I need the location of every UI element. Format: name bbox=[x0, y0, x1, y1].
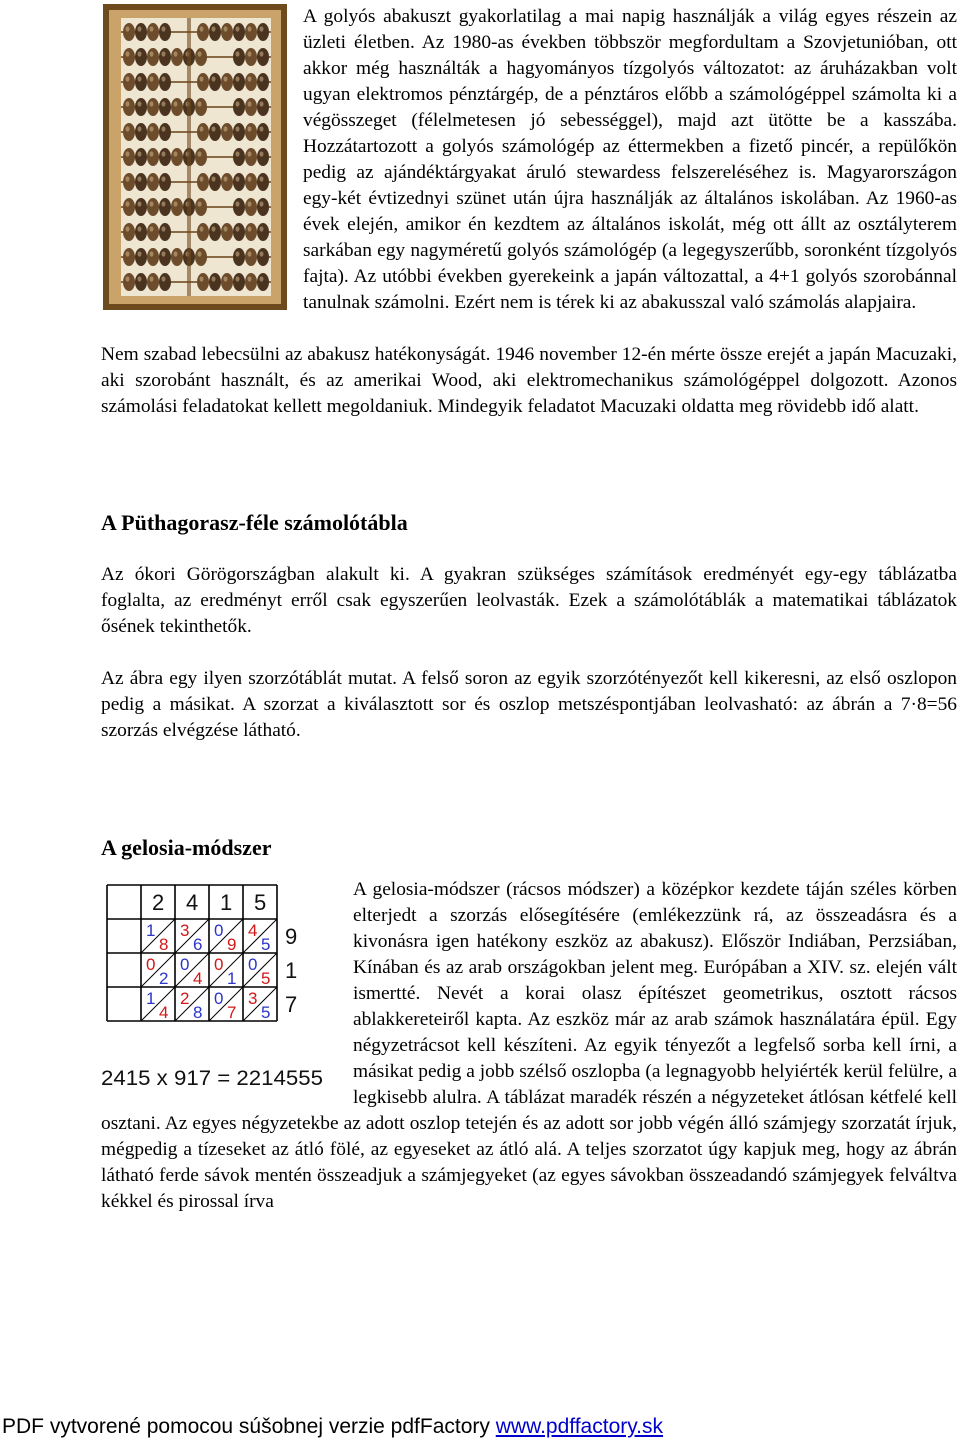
lattice-tens-digit: 4 bbox=[248, 921, 258, 940]
abacus-bead-highlight bbox=[236, 276, 240, 281]
abacus-bead-highlight bbox=[162, 251, 166, 256]
abacus-bead bbox=[195, 98, 207, 116]
abacus-bead-highlight bbox=[212, 276, 216, 281]
abacus-bead bbox=[257, 248, 269, 266]
abacus-bead bbox=[197, 123, 209, 141]
lattice-tens-digit: 0 bbox=[214, 989, 224, 1008]
abacus-bead-highlight bbox=[138, 201, 142, 206]
abacus-bead bbox=[159, 123, 171, 141]
lattice-ones-digit: 2 bbox=[159, 969, 169, 988]
pythagoras-figure-paragraph: Az ábra egy ilyen szorzótáblát mutat. A felső soron az egyik szorzótényezőt kell kikeresni, az első oszlopon pedig a másikat. A szorzat a kiválasztott sor és oszlop metszéspontjában leolvasható: az ábrán a 7·8=56 szorzás elvégzése látható. bbox=[101, 668, 957, 741]
abacus-bead-highlight bbox=[198, 101, 202, 106]
abacus-bead-highlight bbox=[248, 76, 252, 81]
abacus-bead bbox=[233, 173, 245, 191]
abacus-bead-highlight bbox=[198, 51, 202, 56]
abacus-bead-highlight bbox=[248, 226, 252, 231]
abacus-bead-highlight bbox=[126, 51, 130, 56]
abacus-bead-highlight bbox=[162, 201, 166, 206]
lattice-tens-digit: 0 bbox=[180, 955, 190, 974]
abacus-bead-highlight bbox=[212, 176, 216, 181]
abacus-bead-highlight bbox=[260, 226, 264, 231]
abacus-bead bbox=[195, 198, 207, 216]
abacus-bead-highlight bbox=[260, 126, 264, 131]
abacus-bead-highlight bbox=[224, 26, 228, 31]
abacus-bead-highlight bbox=[126, 151, 130, 156]
abacus-bead bbox=[245, 98, 257, 116]
lattice-top-digit: 4 bbox=[186, 890, 199, 915]
abacus-bead bbox=[159, 98, 171, 116]
abacus-bead-highlight bbox=[260, 76, 264, 81]
document-page bbox=[101, 0, 957, 1215]
abacus-bead-highlight bbox=[138, 151, 142, 156]
abacus-bead-highlight bbox=[248, 51, 252, 56]
abacus-bead-highlight bbox=[248, 276, 252, 281]
abacus-bead-highlight bbox=[150, 151, 154, 156]
abacus-bead bbox=[123, 248, 135, 266]
abacus-bead bbox=[135, 173, 147, 191]
abacus-bead bbox=[171, 148, 183, 166]
abacus-bead-highlight bbox=[224, 226, 228, 231]
abacus-bead-highlight bbox=[248, 176, 252, 181]
pythagoras-intro-paragraph: Az ókori Görögországban alakult ki. A gyakran szükséges számítások eredményét egy-egy táblázatba foglalta, az eredményt erről csak egyszerűen leolvasták. Ezek a számolótáblák a matematikai táblázatok ősének tekinthetők. bbox=[101, 564, 957, 637]
abacus-bead-highlight bbox=[212, 26, 216, 31]
abacus-bead bbox=[123, 148, 135, 166]
lattice-tens-digit: 0 bbox=[214, 955, 224, 974]
abacus-bead bbox=[233, 273, 245, 291]
lattice-right-digit: 1 bbox=[285, 958, 298, 983]
abacus-bead bbox=[147, 198, 159, 216]
abacus-bead-highlight bbox=[200, 26, 204, 31]
abacus-bead bbox=[135, 248, 147, 266]
abacus-bead-highlight bbox=[224, 76, 228, 81]
abacus-bead bbox=[209, 223, 221, 241]
abacus-bead bbox=[197, 73, 209, 91]
abacus-bead-highlight bbox=[248, 201, 252, 206]
abacus-bead bbox=[159, 223, 171, 241]
abacus-bead bbox=[147, 273, 159, 291]
abacus-bead bbox=[147, 223, 159, 241]
abacus-bead bbox=[245, 173, 257, 191]
abacus-bead bbox=[195, 248, 207, 266]
abacus-bead bbox=[123, 73, 135, 91]
abacus-bead bbox=[221, 73, 233, 91]
abacus-bead-highlight bbox=[248, 101, 252, 106]
abacus-bead bbox=[135, 273, 147, 291]
abacus-bead bbox=[245, 273, 257, 291]
abacus-bead bbox=[209, 73, 221, 91]
abacus-bead bbox=[209, 123, 221, 141]
abacus-bead bbox=[197, 23, 209, 41]
abacus-bead bbox=[233, 98, 245, 116]
abacus-bead-highlight bbox=[212, 226, 216, 231]
abacus-bead-highlight bbox=[162, 276, 166, 281]
abacus-bead-highlight bbox=[198, 151, 202, 156]
lattice-right-digit: 7 bbox=[285, 992, 298, 1017]
abacus-bead bbox=[159, 148, 171, 166]
abacus-bead-highlight bbox=[260, 151, 264, 156]
abacus-bead-highlight bbox=[162, 126, 166, 131]
lattice-ones-digit: 4 bbox=[159, 1003, 169, 1022]
abacus-bead bbox=[257, 123, 269, 141]
lattice-tens-digit: 2 bbox=[180, 989, 190, 1008]
abacus-bead bbox=[245, 198, 257, 216]
abacus-bead bbox=[147, 98, 159, 116]
abacus-bead bbox=[221, 273, 233, 291]
abacus-bead-highlight bbox=[126, 76, 130, 81]
abacus-bead bbox=[245, 23, 257, 41]
abacus-bead-highlight bbox=[162, 76, 166, 81]
abacus-bead-highlight bbox=[236, 26, 240, 31]
abacus-bead-highlight bbox=[200, 176, 204, 181]
abacus-bead-highlight bbox=[236, 251, 240, 256]
lattice-tens-digit: 3 bbox=[180, 921, 190, 940]
abacus-bead-highlight bbox=[162, 101, 166, 106]
abacus-bead-highlight bbox=[260, 176, 264, 181]
abacus-bead bbox=[147, 148, 159, 166]
lattice-ones-digit: 7 bbox=[227, 1003, 237, 1022]
abacus-bead bbox=[257, 23, 269, 41]
abacus-bead bbox=[159, 23, 171, 41]
abacus-image bbox=[103, 4, 287, 310]
abacus-bead bbox=[147, 173, 159, 191]
abacus-bead bbox=[147, 48, 159, 66]
abacus-bead bbox=[195, 48, 207, 66]
abacus-bead bbox=[123, 198, 135, 216]
abacus-bead bbox=[147, 23, 159, 41]
pdf-footer bbox=[2, 1414, 663, 1440]
abacus-bead bbox=[197, 223, 209, 241]
abacus-bead-highlight bbox=[248, 26, 252, 31]
abacus-bead-highlight bbox=[174, 251, 178, 256]
abacus-bead-highlight bbox=[150, 76, 154, 81]
abacus-bead bbox=[233, 123, 245, 141]
abacus-bead-highlight bbox=[200, 76, 204, 81]
lattice-ones-digit: 9 bbox=[227, 935, 237, 954]
abacus-bead bbox=[245, 148, 257, 166]
abacus-bead-highlight bbox=[150, 26, 154, 31]
abacus-bead-highlight bbox=[162, 176, 166, 181]
abacus-bead-highlight bbox=[260, 101, 264, 106]
abacus-bead bbox=[209, 23, 221, 41]
gelosia-section bbox=[101, 877, 957, 1215]
abacus-bead-highlight bbox=[224, 276, 228, 281]
abacus-bead bbox=[171, 48, 183, 66]
abacus-bead-highlight bbox=[200, 276, 204, 281]
lattice-tens-digit: 0 bbox=[248, 955, 258, 974]
abacus-bead-highlight bbox=[138, 51, 142, 56]
abacus-bead bbox=[135, 48, 147, 66]
abacus-bead bbox=[123, 123, 135, 141]
abacus-bead bbox=[135, 198, 147, 216]
abacus-bead bbox=[221, 23, 233, 41]
abacus-bead-highlight bbox=[150, 201, 154, 206]
gelosia-lattice-figure bbox=[101, 879, 327, 1093]
abacus-bead-highlight bbox=[236, 101, 240, 106]
lattice-ones-digit: 6 bbox=[193, 935, 203, 954]
abacus-bead bbox=[123, 173, 135, 191]
abacus-bead-highlight bbox=[138, 76, 142, 81]
lattice-ones-digit: 5 bbox=[261, 1003, 271, 1022]
abacus-bead-highlight bbox=[260, 51, 264, 56]
abacus-bead bbox=[147, 248, 159, 266]
abacus-bead bbox=[221, 173, 233, 191]
abacus-bead-highlight bbox=[126, 176, 130, 181]
abacus-bead-highlight bbox=[150, 101, 154, 106]
lattice-tens-digit: 1 bbox=[146, 989, 156, 1008]
abacus-bead-highlight bbox=[236, 51, 240, 56]
abacus-bead-highlight bbox=[260, 26, 264, 31]
lattice-tens-digit: 3 bbox=[248, 989, 258, 1008]
lattice-ones-digit: 1 bbox=[227, 969, 237, 988]
abacus-bead bbox=[123, 223, 135, 241]
abacus-bead-highlight bbox=[200, 126, 204, 131]
abacus-bead-highlight bbox=[174, 101, 178, 106]
lattice-right-digit: 9 bbox=[285, 924, 298, 949]
abacus-bead bbox=[233, 148, 245, 166]
abacus-bead-highlight bbox=[260, 251, 264, 256]
lattice-top-digit: 1 bbox=[220, 890, 233, 915]
abacus-bead-highlight bbox=[236, 126, 240, 131]
abacus-bead-highlight bbox=[174, 201, 178, 206]
abacus-bead-highlight bbox=[138, 251, 142, 256]
abacus-bead bbox=[233, 198, 245, 216]
abacus-bead bbox=[135, 148, 147, 166]
abacus-bead-highlight bbox=[200, 226, 204, 231]
abacus-bead-highlight bbox=[150, 51, 154, 56]
abacus-bead bbox=[123, 48, 135, 66]
abacus-efficiency-paragraph: Nem szabad lebecsülni az abakusz hatékonyságát. 1946 november 12-én mérte össze erejét a japán Macuzaki, aki szorobánt használt, és az amerikai Wood, aki elektromechanikus számológéppel dolgozott. Azonos számolási feladatokat kellett megoldaniuk. Mindegyik feladatot Macuzaki oldatta meg rövidebb idő alatt. bbox=[101, 344, 957, 417]
abacus-bead-highlight bbox=[236, 76, 240, 81]
abacus-bead bbox=[135, 73, 147, 91]
abacus-divider bbox=[187, 18, 191, 296]
lattice-caption: 2415 x 917 = 2214555 bbox=[101, 1067, 323, 1090]
abacus-bead-highlight bbox=[224, 176, 228, 181]
abacus-bead-highlight bbox=[162, 226, 166, 231]
lattice-tens-digit: 0 bbox=[214, 921, 224, 940]
abacus-bead bbox=[257, 173, 269, 191]
abacus-bead-highlight bbox=[138, 26, 142, 31]
abacus-bead bbox=[159, 198, 171, 216]
abacus-bead bbox=[159, 248, 171, 266]
abacus-bead-highlight bbox=[248, 251, 252, 256]
abacus-bead-highlight bbox=[224, 126, 228, 131]
abacus-bead-highlight bbox=[236, 151, 240, 156]
abacus-bead bbox=[171, 248, 183, 266]
abacus-bead bbox=[171, 98, 183, 116]
abacus-bead-highlight bbox=[248, 126, 252, 131]
abacus-bead-highlight bbox=[150, 226, 154, 231]
abacus-bead-highlight bbox=[150, 126, 154, 131]
abacus-bead-highlight bbox=[126, 126, 130, 131]
abacus-bead bbox=[257, 273, 269, 291]
abacus-bead-highlight bbox=[212, 126, 216, 131]
abacus-bead-highlight bbox=[248, 151, 252, 156]
abacus-bead-highlight bbox=[138, 176, 142, 181]
abacus-bead-highlight bbox=[236, 176, 240, 181]
abacus-bead-highlight bbox=[198, 251, 202, 256]
abacus-bead bbox=[233, 223, 245, 241]
footer-link[interactable]: www.pdffactory.sk bbox=[495, 1415, 664, 1438]
abacus-bead-highlight bbox=[150, 176, 154, 181]
abacus-bead bbox=[159, 273, 171, 291]
abacus-bead-highlight bbox=[162, 51, 166, 56]
abacus-bead-highlight bbox=[126, 201, 130, 206]
lattice-tens-digit: 0 bbox=[146, 955, 156, 974]
abacus-bead bbox=[245, 223, 257, 241]
abacus-bead bbox=[209, 273, 221, 291]
abacus-bead bbox=[159, 173, 171, 191]
abacus-bead bbox=[257, 223, 269, 241]
pythagoras-table-heading: A Püthagorasz-féle számolótábla bbox=[101, 510, 408, 535]
abacus-bead bbox=[257, 73, 269, 91]
abacus-bead bbox=[123, 273, 135, 291]
abacus-bead bbox=[123, 98, 135, 116]
abacus-bead bbox=[147, 123, 159, 141]
abacus-bead bbox=[257, 98, 269, 116]
gelosia-method-paragraph: A gelosia-módszer (rácsos módszer) a középkor kezdete táján széles körben elterjedt a szorzás elősegítésére (emlékezzünk rá, az összeadásra és a kivonásra igen hatékony eszköz az abakusz). Először Indiában, Perzsiában, Kínában és az arab országokban jelent meg. Európában a XIV. sz. elején vált ismertté. Nevét a korai olasz építészet geometrikus, osztott rácsos ablakkereteiről kapta. Az eszköz már az arab számok használatára épül. Egy négyzetrácsot kell készíteni. Az egyik tényezőt a legfelső sorba kell írni, a másikat pedig a jobb szélső oszlopba (a legnagyobb helyiérték kerül felülre, a legkisebb alulra. A táblázat maradék részén a négyzeteket átlósan kétfelé kell osztani. Az egyes négyzetekbe az adott oszlop tetején és az adott sor jobb végén álló számjegy szorzatát írjuk, mégpedig a tízeseket az átló fölé, az egyeseket az átló alá. A teljes szorzatot úgy kapjuk meg, hogy az ábrán látható ferde sávok mentén összeadjuk a számjegyeket (az egyes sávokban összeadandó számjegyek felváltva kékkel és pirossal írva bbox=[101, 879, 957, 1212]
lattice-ones-digit: 5 bbox=[261, 935, 271, 954]
abacus-bead bbox=[245, 73, 257, 91]
abacus-bead-highlight bbox=[126, 226, 130, 231]
abacus-bead bbox=[159, 73, 171, 91]
abacus-bead-highlight bbox=[126, 251, 130, 256]
abacus-usage-paragraph: A golyós abakuszt gyakorlatilag a mai napig használják a világ egyes részein az üzleti életben. Az 1980-as években többször megfordultam a Szovjetunióban, ott akkor még használták a hagyományos tízgolyós változatot: az áruházakban volt ugyan elektromos pénztárgép, de a pénztáros előbb a számológéppel számolta ki a végösszeget (félelmetesen jó sebességgel), majd azt ütötte be a kasszába. Hozzátartozott a golyós számológép az éttermekben a fizető pincér, a repülőkön pedig az ajándéktárgyakat áruló stewardess felszereléséhez is. Magyarországon egy-két évtizednyi szünet után újra használják az általános iskolában. Az 1960-as évek elején, amikor én kezdtem az általános iskolát, még ott állt az osztályterem sarkában egy nagyméretű golyós számológép (a legegyszerűbb, soronként tízgolyós fajta). Az utóbbi években gyerekeink a japán változattal, a 4+1 golyós szorobánnal tanulnak számolni. Ezért nem is térek ki az abakusszal való számolás alapjaira. bbox=[303, 6, 957, 313]
abacus-bead bbox=[221, 223, 233, 241]
abacus-bead bbox=[221, 123, 233, 141]
abacus-bead-highlight bbox=[236, 201, 240, 206]
abacus-bead-highlight bbox=[174, 151, 178, 156]
abacus-bead-highlight bbox=[162, 26, 166, 31]
abacus-bead bbox=[195, 148, 207, 166]
abacus-bead-highlight bbox=[138, 126, 142, 131]
abacus-bead-highlight bbox=[162, 151, 166, 156]
gelosia-method-heading: A gelosia-módszer bbox=[101, 835, 272, 860]
abacus-bead-highlight bbox=[126, 26, 130, 31]
lattice-ones-digit: 8 bbox=[193, 1003, 203, 1022]
lattice-top-digit: 2 bbox=[152, 890, 165, 915]
abacus-bead-highlight bbox=[212, 76, 216, 81]
abacus-bead bbox=[159, 48, 171, 66]
abacus-bead-highlight bbox=[236, 226, 240, 231]
abacus-bead-highlight bbox=[126, 101, 130, 106]
abacus-bead-highlight bbox=[150, 251, 154, 256]
abacus-bead bbox=[257, 48, 269, 66]
abacus-bead bbox=[257, 148, 269, 166]
abacus-bead-highlight bbox=[260, 201, 264, 206]
abacus-bead bbox=[197, 273, 209, 291]
abacus-bead-highlight bbox=[138, 101, 142, 106]
abacus-bead bbox=[245, 123, 257, 141]
abacus-bead bbox=[233, 23, 245, 41]
abacus-bead bbox=[245, 248, 257, 266]
abacus-bead bbox=[171, 198, 183, 216]
abacus-bead-highlight bbox=[138, 226, 142, 231]
lattice-tens-digit: 1 bbox=[146, 921, 156, 940]
abacus-bead bbox=[135, 98, 147, 116]
lattice-ones-digit: 8 bbox=[159, 935, 169, 954]
abacus-bead bbox=[233, 248, 245, 266]
abacus-bead-highlight bbox=[198, 201, 202, 206]
lattice-ones-digit: 5 bbox=[261, 969, 271, 988]
abacus-bead-highlight bbox=[150, 276, 154, 281]
abacus-bead bbox=[197, 173, 209, 191]
abacus-bead-highlight bbox=[138, 276, 142, 281]
lattice-ones-digit: 4 bbox=[193, 969, 203, 988]
abacus-bead-highlight bbox=[126, 276, 130, 281]
footer-text: PDF vytvorené pomocou súšobnej verzie pdfFactory bbox=[2, 1415, 496, 1438]
abacus-bead bbox=[135, 223, 147, 241]
abacus-bead bbox=[135, 123, 147, 141]
abacus-bead bbox=[257, 198, 269, 216]
abacus-bead bbox=[245, 48, 257, 66]
abacus-bead-highlight bbox=[174, 51, 178, 56]
abacus-bead bbox=[135, 23, 147, 41]
abacus-bead bbox=[123, 23, 135, 41]
abacus-bead bbox=[233, 48, 245, 66]
abacus-bead-highlight bbox=[260, 276, 264, 281]
abacus-bead bbox=[209, 173, 221, 191]
abacus-bead bbox=[147, 73, 159, 91]
abacus-bead bbox=[233, 73, 245, 91]
lattice-top-digit: 5 bbox=[254, 890, 267, 915]
